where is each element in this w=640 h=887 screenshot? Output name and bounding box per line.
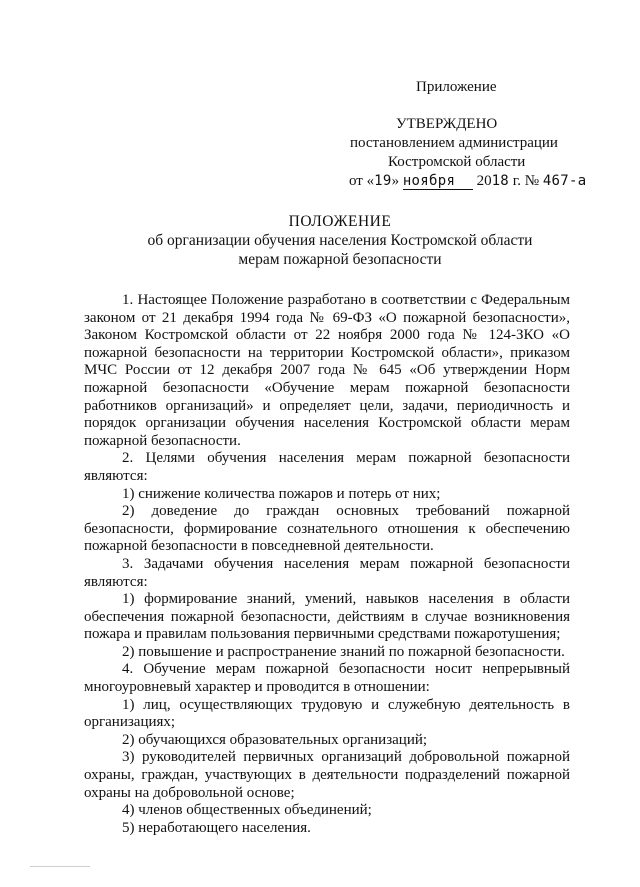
appendix-label: Приложение [416, 79, 497, 95]
document-subtitle-line2: мерам пожарной безопасности [238, 251, 442, 268]
paragraph: 1) формирование знаний, умений, навыков населения в области обеспечения пожарной безопасности, действиям в случае возникновения пожара и правилам пользования первичными средствами пожаротушения; [84, 591, 570, 643]
date-day: 19 [374, 173, 392, 189]
paragraph: 2. Целями обучения населения мерам пожарной безопасности являются: [84, 450, 570, 484]
paragraph: 1. Настоящее Положение разработано в соответствии с Федеральным законом от 21 декабря 1994 года № 69-ФЗ «О пожарной безопасности», Законом Костромской области от 22 ноября 2000 года № 124-ЗКО «О пожарной безопасности на территории Костромской области», приказом МЧС России от 12 декабря 2007 года № 645 «Об утверждении Норм пожарной безопасности «Обучение мерам пожарной безопасности работников организаций» и определяет цели, задачи, периодичность и порядок организации обучения населения Костромской области мерам пожарной безопасности. [84, 292, 570, 449]
region-line: Костромской области [388, 154, 526, 170]
document-title-block [80, 212, 600, 269]
date-year-prefix: 20 [476, 173, 492, 189]
document-number: 467-а [542, 173, 587, 189]
paragraph: 4. Обучение мерам пожарной безопасности носит непрерывный многоуровневый характер и проводится в отношении: [84, 661, 570, 696]
approval-stamp-block [338, 78, 598, 191]
scan-artifact-line [30, 866, 90, 867]
paragraph: 3) руководителей первичных организаций добровольной пожарной охраны, граждан, участвующих в деятельности подразделений пожарной охраны на добровольной основе; [84, 749, 570, 801]
date-year-label: г. № [509, 173, 540, 189]
date-prefix: от « [349, 173, 375, 189]
date-mid: » [391, 173, 400, 189]
date-month: ноября [403, 174, 473, 190]
paragraph: 1) снижение количества пожаров и потерь от них; [122, 485, 441, 502]
approved-label: УТВЕРЖДЕНО [396, 116, 498, 132]
paragraph: 2) обучающихся образовательных организаций; [122, 731, 428, 748]
paragraph: 5) неработающего населения. [122, 819, 311, 836]
approval-date-line [338, 172, 598, 191]
paragraph: 1) лиц, осуществляющих трудовую и служебную деятельность в организациях; [84, 696, 570, 731]
date-year-suffix: 18 [491, 173, 510, 189]
document-title: ПОЛОЖЕНИЕ [288, 213, 392, 230]
document-subtitle-line1: об организации обучения населения Костромской области [147, 232, 533, 249]
paragraph: 4) членов общественных объединений; [122, 802, 372, 819]
paragraph: 3. Задачами обучения населения мерам пожарной безопасности являются: [84, 555, 570, 590]
approved-by-line: постановлением администрации [350, 135, 558, 151]
paragraph: 2) доведение до граждан основных требований пожарной безопасности, формирование сознательного отношения к обеспечению пожарной безопасности в повседневной деятельности. [84, 503, 570, 555]
paragraph: 2) повышение и распространение знаний по пожарной безопасности. [122, 643, 565, 660]
document-body [84, 292, 570, 837]
